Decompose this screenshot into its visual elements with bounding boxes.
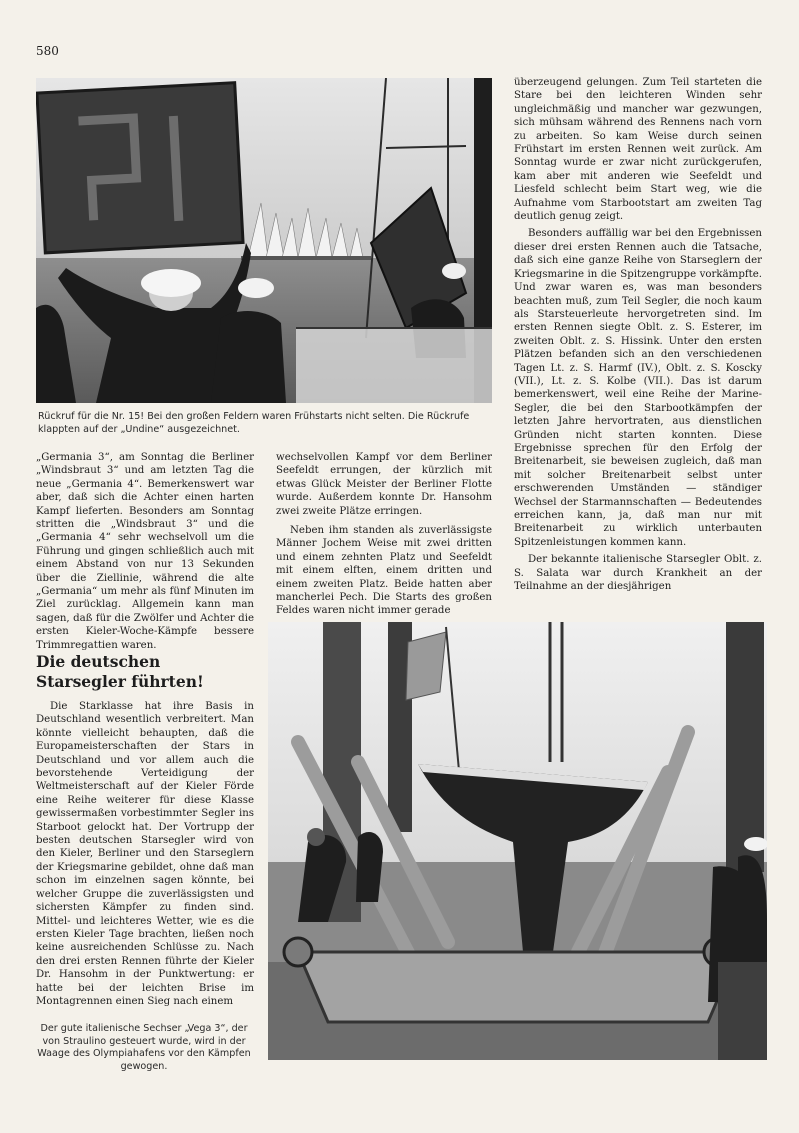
- page-number: 580: [36, 44, 59, 58]
- section-heading: Die deutschen Starsegler führten!: [36, 652, 204, 691]
- paragraph: Besonders auffällig war bei den Ergebnissen dieser drei ersten Rennen auch die Tatsache, daß sich eine ganze Reihe von Starseglern der Kriegsmarine in die Spitzengruppe vorkämpfte. Und zwar waren es, was man besonders beachten muß, zum Teil Segler, die noch kaum als Starsteuerleute hervorgetreten sind. Im ersten Rennen siegte Oblt. z. S. Esterer, im zweiten Oblt. z. S. Hissink. Unter den ersten Plätzen befanden sich an den verschiedenen Tagen Lt. z. S. Harmf (IV.), Oblt. z. S. Koscky (VII.), Lt. z. S. Kolbe (VII.). Das ist darum bemerkenswert, weil eine Reihe der Marine-Segler, die bei den Starbootkämpfen der letzten Jahre hervortraten, aus dienstlichen Gründen nicht starten konnten. Diese Ergebnisse sprechen für den Erfolg der Breitenarbeit, sie beweisen zugleich, daß man mit solcher Breitenarbeit selbst unter erschwerenden Umständen — ständiger Wechsel der Starmannschaften — Bedeutendes erreichen kann, ja, daß man nur mit Breitenarbeit zu wirklich unterbauten Spitzenleistungen kommen kann.: [514, 228, 762, 548]
- paragraph: wechselvollen Kampf vor dem Berliner Seefeldt errungen, der kürzlich mit etwas Glück Meister der Berliner Flotte wurde. Außerdem konnte Dr. Hansohm zwei zweite Plätze erringen.: [276, 452, 492, 517]
- photo-top-image: [36, 78, 492, 403]
- column-3: [514, 76, 762, 593]
- section-heading-block: [36, 652, 254, 692]
- photo-bottom-caption: Der gute italienische Sechser „Vega 3“, der von Straulino gesteuert wurde, wird in der Waage des Olympiahafens vor den Kämpfen gewogen.: [37, 1023, 251, 1072]
- paragraph: überzeugend gelungen. Zum Teil starteten die Stare bei den leichteren Winden sehr ungleichmäßig und mancher war gezwungen, sich mühsam während des Rennens nach vorn zu arbeiten. So kam Weise durch seinen Frühstart im ersten Rennen weit zurück. Am Sonntag wurde er zwar nicht zurückgerufen, kam aber mit anderen wie Seefeldt und Liesfeld schlecht beim Start weg, wie die Aufnahme vom Starbootstart am zweiten Tag deutlich genug zeigt.: [514, 77, 762, 223]
- paragraph: Die Starklasse hat ihre Basis in Deutschland wesentlich verbreitert. Man könnte vielleicht behaupten, daß die Europameisterschaften der Stars in Deutschland und vor allem auch die bevorstehende Verteidigung der Weltmeisterschaft auf der Kieler Förde eine Reihe weiterer für diese Klasse gewissermaßen vorbestimmter Segler ins Starboot gelockt hat. Der Vortrupp der besten deutschen Starsegler wird von den Kieler, Berliner und den Starseglern der Kriegsmarine gebildet, ohne daß man schon im einzelnen sagen könnte, bei welcher Gruppe die zuverlässigsten und sichersten Kämpfer zu finden sind. Mittel- und leichteres Wetter, wie es die ersten Kieler Tage brachten, ließen noch keine ausreichenden Schlüsse zu. Nach den drei ersten Rennen führte der Kieler Dr. Hansohm in der Punktwertung: er hatte bei der leichten Brise im Montagrennen einen Sieg nach einem: [36, 701, 254, 1007]
- photo-top: [36, 78, 492, 403]
- column-1-lower: [36, 700, 254, 1008]
- column-2: [276, 451, 492, 618]
- photo-top-caption: Rückruf für die Nr. 15! Bei den großen Feldern waren Frühstarts nicht selten. Die Rückrufe klappten auf der „Undine“ ausgezeichnet.: [38, 411, 470, 435]
- column-1-upper: [36, 451, 254, 652]
- photo-bottom-image: [268, 622, 767, 1060]
- photo-bottom: [268, 622, 767, 1060]
- paragraph: Der bekannte italienische Starsegler Oblt. z. S. Salata war durch Krankheit an der Teilnahme an der diesjährigen: [514, 554, 762, 593]
- paragraph: Neben ihm standen als zuverlässigste Männer Jochem Weise mit zwei dritten und einem zehnten Platz und Seefeldt mit einem elften, einem dritten und einem zweiten Platz. Beide hatten aber mancherlei Pech. Die Starts des großen Feldes waren nicht immer gerade: [276, 525, 492, 617]
- paragraph: „Germania 3“, am Sonntag die Berliner „Windsbraut 3“ und am letzten Tag die neue „Germania 4“. Bemerkenswert war aber, daß sich die Achter einen harten Kampf lieferten. Besonders am Sonntag stritten die „Windsbraut 3“ und die „Germania 4“ sehr wechselvoll um die Führung und gingen schließlich auch mit einem Abstand von nur 13 Sekunden über die Ziellinie, während die alte „Germania“ um mehr als fünf Minuten im Ziel zurücklag. Allgemein kann man sagen, daß für die Zwölfer und Achter die ersten Kieler-Woche-Kämpfe bessere Trimmregattien waren.: [36, 452, 254, 651]
